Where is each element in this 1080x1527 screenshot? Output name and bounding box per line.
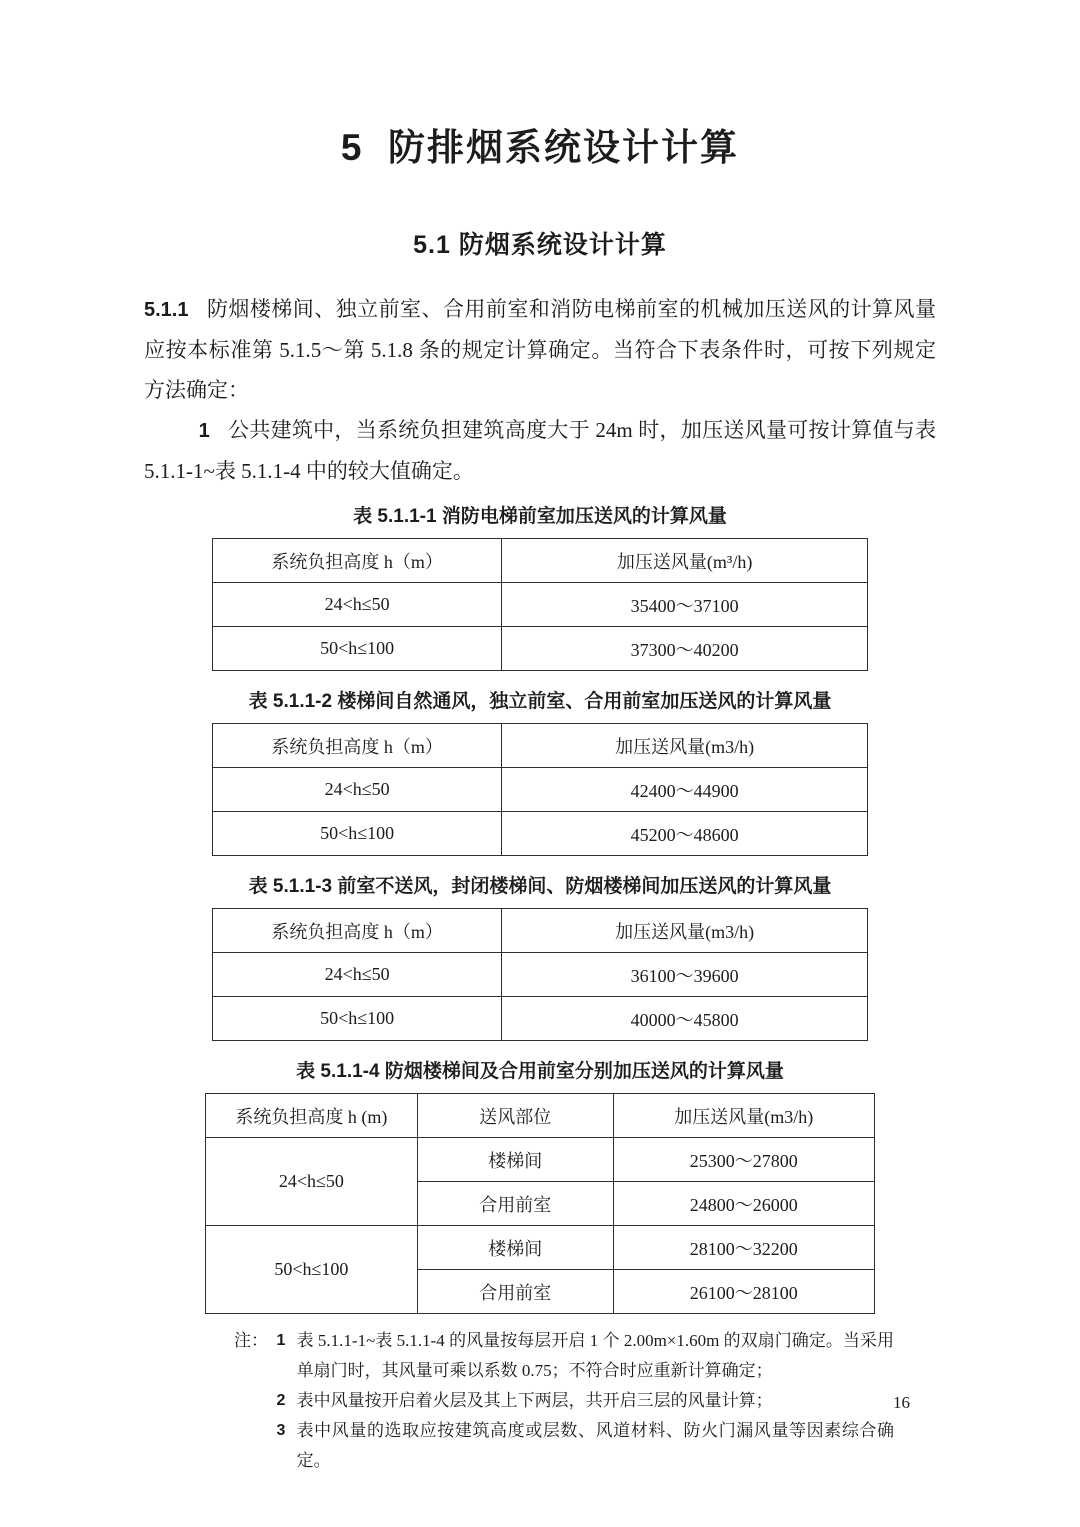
table-5-1-1-3 xyxy=(212,908,868,1041)
table-cell: 楼梯间 xyxy=(417,1226,613,1270)
clause-5-1-1 xyxy=(144,289,936,410)
table-5-1-1-4 xyxy=(205,1093,875,1314)
note-item xyxy=(234,1326,894,1386)
table-cell: 合用前室 xyxy=(417,1270,613,1314)
table-header-cell: 系统负担高度 h（m） xyxy=(213,539,502,583)
table-row xyxy=(213,997,868,1041)
table-cell: 24800～26000 xyxy=(613,1182,874,1226)
table-row xyxy=(213,812,868,856)
notes-label: 注： xyxy=(234,1331,277,1350)
table-cell: 24<h≤50 xyxy=(213,583,502,627)
clause-body: 防烟楼梯间、独立前室、合用前室和消防电梯前室的机械加压送风的计算风量应按本标准第 5.1.5～第 5.1.8 条的规定计算确定。当符合下表条件时，可按下列规定方法确定： xyxy=(144,297,936,402)
notes xyxy=(234,1326,894,1476)
table-header-cell: 加压送风量(m3/h) xyxy=(502,724,868,768)
clause-item-1 xyxy=(144,410,936,491)
table-row xyxy=(206,1226,875,1270)
table-cell: 50<h≤100 xyxy=(213,997,502,1041)
page-number: 16 xyxy=(893,1393,910,1412)
table-cell: 24<h≤50 xyxy=(213,953,502,997)
table-caption-5-1-1-2: 表 5.1.1-2 楼梯间自然通风，独立前室、合用前室加压送风的计算风量 xyxy=(248,691,832,712)
table-header-cell: 系统负担高度 h (m) xyxy=(206,1094,418,1138)
section-heading: 5.1 防烟系统设计计算 xyxy=(413,231,667,259)
page-content xyxy=(144,0,936,1476)
table-5-1-1-1 xyxy=(212,538,868,671)
table-caption-5-1-1-1: 表 5.1.1-1 消防电梯前室加压送风的计算风量 xyxy=(353,506,727,527)
table-row xyxy=(213,583,868,627)
table-cell: 37300～40200 xyxy=(502,627,868,671)
clause-number: 5.1.1 xyxy=(144,299,189,321)
table-cell: 24<h≤50 xyxy=(213,768,502,812)
page-title: 5 防排烟系统设计计算 xyxy=(340,127,740,168)
table-cell-height-range: 24<h≤50 xyxy=(206,1138,418,1226)
table-caption-5-1-1-3: 表 5.1.1-3 前室不送风，封闭楼梯间、防烟楼梯间加压送风的计算风量 xyxy=(248,876,832,897)
note-text: 表 5.1.1-1~表 5.1.1-4 的风量按每层开启 1 个 2.00m×1.60m 的双扇门确定。当采用单扇门时，其风量可乘以系数 0.75；不符合时应重新计算确定； xyxy=(296,1331,894,1380)
table-cell: 25300～27800 xyxy=(613,1138,874,1182)
clause-item-number: 1 xyxy=(198,420,210,442)
table-cell: 42400～44900 xyxy=(502,768,868,812)
note-number: 1 xyxy=(276,1332,286,1349)
note-item xyxy=(234,1416,894,1476)
table-cell: 40000～45800 xyxy=(502,997,868,1041)
table-header-row xyxy=(213,724,868,768)
table-cell: 45200～48600 xyxy=(502,812,868,856)
table-header-cell: 加压送风量(m³/h) xyxy=(502,539,868,583)
table-header-cell: 系统负担高度 h（m） xyxy=(213,724,502,768)
table-cell: 合用前室 xyxy=(417,1182,613,1226)
note-item xyxy=(234,1386,894,1416)
table-cell-height-range: 50<h≤100 xyxy=(206,1226,418,1314)
table-header-cell: 送风部位 xyxy=(417,1094,613,1138)
note-text: 表中风量的选取应按建筑高度或层数、风道材料、防火门漏风量等因素综合确定。 xyxy=(296,1421,894,1470)
note-number: 2 xyxy=(276,1392,286,1409)
table-cell: 35400～37100 xyxy=(502,583,868,627)
table-row xyxy=(206,1138,875,1182)
table-caption-5-1-1-4: 表 5.1.1-4 防烟楼梯间及合用前室分别加压送风的计算风量 xyxy=(296,1061,784,1082)
table-cell: 50<h≤100 xyxy=(213,812,502,856)
table-cell: 36100～39600 xyxy=(502,953,868,997)
table-5-1-1-2 xyxy=(212,723,868,856)
table-row xyxy=(213,953,868,997)
table-row xyxy=(213,768,868,812)
table-header-cell: 加压送风量(m3/h) xyxy=(613,1094,874,1138)
table-cell: 50<h≤100 xyxy=(213,627,502,671)
note-text: 表中风量按开启着火层及其上下两层，共开启三层的风量计算； xyxy=(296,1391,773,1410)
table-row xyxy=(213,627,868,671)
table-header-cell: 加压送风量(m3/h) xyxy=(502,909,868,953)
table-header-row xyxy=(213,539,868,583)
note-number: 3 xyxy=(276,1422,286,1439)
table-header-cell: 系统负担高度 h（m） xyxy=(213,909,502,953)
clause-item-body: 公共建筑中，当系统负担建筑高度大于 24m 时，加压送风量可按计算值与表 5.1.1-1~表 5.1.1-4 中的较大值确定。 xyxy=(144,418,936,483)
table-cell: 楼梯间 xyxy=(417,1138,613,1182)
table-cell: 28100～32200 xyxy=(613,1226,874,1270)
table-header-row xyxy=(206,1094,875,1138)
table-header-row xyxy=(213,909,868,953)
table-cell: 26100～28100 xyxy=(613,1270,874,1314)
